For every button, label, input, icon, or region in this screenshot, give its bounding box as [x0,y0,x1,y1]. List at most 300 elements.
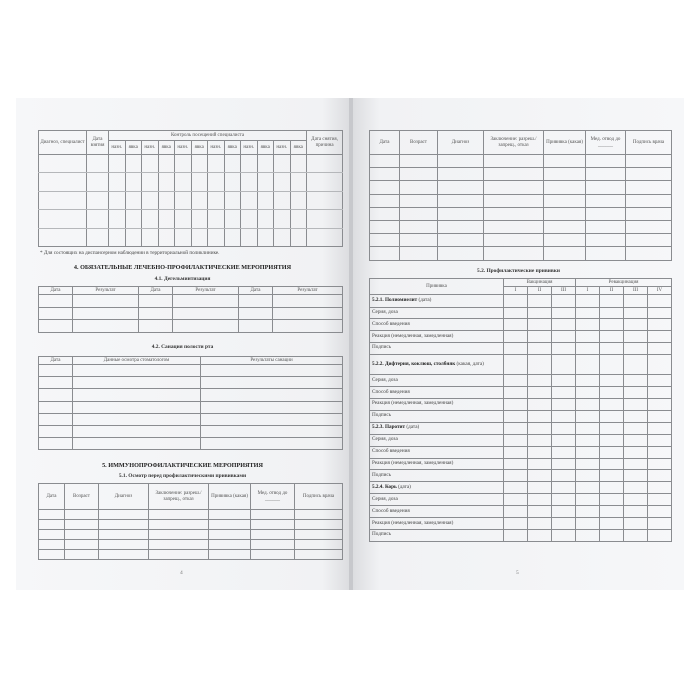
table-cell[interactable] [209,530,251,540]
table-cell[interactable] [600,331,624,343]
table-cell[interactable] [528,295,552,307]
table-cell[interactable] [73,320,139,333]
table-cell[interactable] [484,181,544,194]
table-cell[interactable] [624,422,648,434]
table-cell[interactable] [484,207,544,220]
table-cell[interactable] [438,220,484,233]
table-cell[interactable] [504,295,528,307]
table-cell[interactable] [191,173,208,191]
table-cell[interactable] [504,506,528,518]
table-cell[interactable] [600,307,624,319]
table-cell[interactable] [109,210,126,228]
table-cell[interactable] [39,550,65,560]
table-cell[interactable] [73,413,201,425]
table-cell[interactable] [626,194,672,207]
table-cell[interactable] [175,191,192,209]
table-cell[interactable] [576,295,600,307]
table-cell[interactable] [648,482,672,494]
table-cell[interactable] [552,434,576,446]
table-cell[interactable] [600,518,624,530]
table-cell[interactable] [307,210,343,228]
table-cell[interactable] [528,319,552,331]
table-cell[interactable] [99,550,149,560]
table-cell[interactable] [626,247,672,260]
table-cell[interactable] [39,228,87,246]
table-cell[interactable] [290,155,307,173]
table-cell[interactable] [370,234,400,247]
table-cell[interactable] [484,194,544,207]
table-cell[interactable] [552,343,576,355]
table-cell[interactable] [600,422,624,434]
table-cell[interactable] [125,228,142,246]
table-cell[interactable] [504,398,528,410]
table-cell[interactable] [149,530,209,540]
table-cell[interactable] [241,155,258,173]
table-cell[interactable] [544,194,586,207]
table-cell[interactable] [552,446,576,458]
table-cell[interactable] [504,410,528,422]
table-cell[interactable] [191,210,208,228]
table-cell[interactable] [600,506,624,518]
table-cell[interactable] [576,307,600,319]
table-cell[interactable] [576,410,600,422]
table-cell[interactable] [295,550,343,560]
table-cell[interactable] [504,375,528,387]
table-cell[interactable] [273,320,343,333]
table-cell[interactable] [504,319,528,331]
table-cell[interactable] [65,540,99,550]
table-cell[interactable] [65,520,99,530]
table-cell[interactable] [39,210,87,228]
table-cell[interactable] [208,173,225,191]
table-cell[interactable] [201,377,343,389]
table-cell[interactable] [209,550,251,560]
table-cell[interactable] [109,173,126,191]
table-cell[interactable] [552,422,576,434]
table-cell[interactable] [576,446,600,458]
table-cell[interactable] [87,210,109,228]
table-cell[interactable] [438,168,484,181]
table-cell[interactable] [224,155,241,173]
table-cell[interactable] [576,518,600,530]
table-cell[interactable] [600,410,624,422]
table-cell[interactable] [576,375,600,387]
table-cell[interactable] [209,540,251,550]
table-cell[interactable] [274,228,291,246]
table-cell[interactable] [257,210,274,228]
table-cell[interactable] [586,247,626,260]
table-cell[interactable] [173,295,239,308]
table-cell[interactable] [626,207,672,220]
table-cell[interactable] [528,422,552,434]
table-cell[interactable] [528,518,552,530]
table-cell[interactable] [295,530,343,540]
table-cell[interactable] [400,220,438,233]
table-cell[interactable] [484,155,544,168]
table-cell[interactable] [175,173,192,191]
table-cell[interactable] [438,247,484,260]
table-cell[interactable] [484,234,544,247]
table-cell[interactable] [528,458,552,470]
table-cell[interactable] [125,155,142,173]
table-cell[interactable] [139,307,173,320]
table-cell[interactable] [173,320,239,333]
table-cell[interactable] [586,194,626,207]
table-cell[interactable] [208,228,225,246]
table-cell[interactable] [504,494,528,506]
table-cell[interactable] [528,446,552,458]
table-cell[interactable] [39,401,73,413]
table-cell[interactable] [624,529,648,541]
table-cell[interactable] [576,422,600,434]
table-cell[interactable] [600,319,624,331]
table-cell[interactable] [241,191,258,209]
table-cell[interactable] [400,247,438,260]
table-cell[interactable] [149,550,209,560]
table-cell[interactable] [251,530,295,540]
table-cell[interactable] [39,320,73,333]
table-cell[interactable] [648,375,672,387]
table-cell[interactable] [624,518,648,530]
table-cell[interactable] [624,375,648,387]
table-cell[interactable] [209,510,251,520]
table-cell[interactable] [552,319,576,331]
table-cell[interactable] [39,520,65,530]
table-cell[interactable] [624,458,648,470]
table-cell[interactable] [600,482,624,494]
table-cell[interactable] [648,319,672,331]
table-cell[interactable] [370,194,400,207]
table-cell[interactable] [504,307,528,319]
table-cell[interactable] [528,434,552,446]
table-cell[interactable] [208,210,225,228]
table-cell[interactable] [576,482,600,494]
table-cell[interactable] [438,181,484,194]
table-cell[interactable] [139,320,173,333]
table-cell[interactable] [624,434,648,446]
table-cell[interactable] [504,422,528,434]
table-cell[interactable] [274,155,291,173]
table-cell[interactable] [624,331,648,343]
table-cell[interactable] [73,377,201,389]
table-cell[interactable] [552,398,576,410]
table-cell[interactable] [528,506,552,518]
table-cell[interactable] [648,295,672,307]
table-cell[interactable] [191,191,208,209]
table-cell[interactable] [528,482,552,494]
table-cell[interactable] [576,529,600,541]
table-cell[interactable] [39,510,65,520]
table-cell[interactable] [175,228,192,246]
table-cell[interactable] [648,343,672,355]
table-cell[interactable] [73,438,201,450]
table-cell[interactable] [39,530,65,540]
table-cell[interactable] [274,191,291,209]
table-cell[interactable] [438,155,484,168]
table-cell[interactable] [400,168,438,181]
table-cell[interactable] [600,458,624,470]
table-cell[interactable] [142,210,159,228]
table-cell[interactable] [552,331,576,343]
table-cell[interactable] [241,228,258,246]
table-cell[interactable] [552,410,576,422]
table-cell[interactable] [504,331,528,343]
table-cell[interactable] [626,155,672,168]
table-cell[interactable] [290,173,307,191]
table-cell[interactable] [528,331,552,343]
table-cell[interactable] [87,191,109,209]
table-cell[interactable] [504,446,528,458]
table-cell[interactable] [158,210,175,228]
table-cell[interactable] [201,365,343,377]
table-cell[interactable] [274,210,291,228]
table-cell[interactable] [552,295,576,307]
table-cell[interactable] [39,191,87,209]
table-cell[interactable] [528,470,552,482]
table-cell[interactable] [307,228,343,246]
table-cell[interactable] [600,446,624,458]
table-cell[interactable] [586,234,626,247]
table-cell[interactable] [175,155,192,173]
table-cell[interactable] [241,173,258,191]
table-cell[interactable] [257,155,274,173]
table-cell[interactable] [624,410,648,422]
table-cell[interactable] [370,247,400,260]
table-cell[interactable] [224,228,241,246]
table-cell[interactable] [600,387,624,399]
table-cell[interactable] [504,470,528,482]
table-cell[interactable] [65,530,99,540]
table-cell[interactable] [307,173,343,191]
table-cell[interactable] [73,401,201,413]
table-cell[interactable] [504,354,528,374]
table-cell[interactable] [586,168,626,181]
table-cell[interactable] [273,295,343,308]
table-cell[interactable] [73,295,139,308]
table-cell[interactable] [504,343,528,355]
table-cell[interactable] [648,470,672,482]
table-cell[interactable] [648,434,672,446]
table-cell[interactable] [239,320,273,333]
table-cell[interactable] [201,389,343,401]
table-cell[interactable] [39,377,73,389]
table-cell[interactable] [87,155,109,173]
table-cell[interactable] [544,181,586,194]
table-cell[interactable] [600,343,624,355]
table-cell[interactable] [504,518,528,530]
table-cell[interactable] [648,422,672,434]
table-cell[interactable] [257,173,274,191]
table-cell[interactable] [370,168,400,181]
table-cell[interactable] [142,191,159,209]
table-cell[interactable] [586,207,626,220]
table-cell[interactable] [142,173,159,191]
table-cell[interactable] [400,207,438,220]
table-cell[interactable] [209,520,251,530]
table-cell[interactable] [241,210,258,228]
table-cell[interactable] [39,155,87,173]
table-cell[interactable] [552,387,576,399]
table-cell[interactable] [576,343,600,355]
table-cell[interactable] [295,510,343,520]
table-cell[interactable] [65,510,99,520]
table-cell[interactable] [99,530,149,540]
table-cell[interactable] [528,387,552,399]
table-cell[interactable] [251,540,295,550]
table-cell[interactable] [251,510,295,520]
table-cell[interactable] [201,438,343,450]
table-cell[interactable] [39,425,73,437]
table-cell[interactable] [648,446,672,458]
table-cell[interactable] [73,365,201,377]
table-cell[interactable] [552,506,576,518]
table-cell[interactable] [576,506,600,518]
table-cell[interactable] [139,295,173,308]
table-cell[interactable] [504,387,528,399]
table-cell[interactable] [65,550,99,560]
table-cell[interactable] [600,529,624,541]
table-cell[interactable] [251,550,295,560]
table-cell[interactable] [586,181,626,194]
table-cell[interactable] [552,354,576,374]
table-cell[interactable] [576,494,600,506]
table-cell[interactable] [626,168,672,181]
table-cell[interactable] [528,354,552,374]
table-cell[interactable] [370,181,400,194]
table-cell[interactable] [648,529,672,541]
table-cell[interactable] [87,228,109,246]
table-cell[interactable] [544,234,586,247]
table-cell[interactable] [528,398,552,410]
table-cell[interactable] [149,510,209,520]
table-cell[interactable] [39,295,73,308]
table-cell[interactable] [87,173,109,191]
table-cell[interactable] [73,307,139,320]
table-cell[interactable] [624,319,648,331]
table-cell[interactable] [648,354,672,374]
table-cell[interactable] [149,520,209,530]
table-cell[interactable] [552,518,576,530]
table-cell[interactable] [142,228,159,246]
table-cell[interactable] [307,155,343,173]
table-cell[interactable] [307,191,343,209]
table-cell[interactable] [626,181,672,194]
table-cell[interactable] [99,520,149,530]
table-cell[interactable] [201,425,343,437]
table-cell[interactable] [290,210,307,228]
table-cell[interactable] [552,470,576,482]
table-cell[interactable] [624,307,648,319]
table-cell[interactable] [274,173,291,191]
table-cell[interactable] [648,518,672,530]
table-cell[interactable] [504,434,528,446]
table-cell[interactable] [370,220,400,233]
table-cell[interactable] [99,540,149,550]
table-cell[interactable] [528,307,552,319]
table-cell[interactable] [158,191,175,209]
table-cell[interactable] [257,191,274,209]
table-cell[interactable] [552,529,576,541]
table-cell[interactable] [504,458,528,470]
table-cell[interactable] [224,173,241,191]
table-cell[interactable] [648,398,672,410]
table-cell[interactable] [528,529,552,541]
table-cell[interactable] [528,343,552,355]
table-cell[interactable] [224,191,241,209]
table-cell[interactable] [576,354,600,374]
table-cell[interactable] [624,506,648,518]
table-cell[interactable] [648,506,672,518]
table-cell[interactable] [544,220,586,233]
table-cell[interactable] [400,194,438,207]
table-cell[interactable] [624,470,648,482]
table-cell[interactable] [39,365,73,377]
table-cell[interactable] [175,210,192,228]
table-cell[interactable] [576,319,600,331]
table-cell[interactable] [600,434,624,446]
table-cell[interactable] [39,438,73,450]
table-cell[interactable] [624,387,648,399]
table-cell[interactable] [109,155,126,173]
table-cell[interactable] [438,194,484,207]
table-cell[interactable] [528,494,552,506]
table-cell[interactable] [257,228,274,246]
table-cell[interactable] [586,155,626,168]
table-cell[interactable] [624,295,648,307]
table-cell[interactable] [648,458,672,470]
table-cell[interactable] [576,387,600,399]
table-cell[interactable] [400,234,438,247]
table-cell[interactable] [528,410,552,422]
table-cell[interactable] [648,387,672,399]
table-cell[interactable] [370,155,400,168]
table-cell[interactable] [552,375,576,387]
table-cell[interactable] [648,331,672,343]
table-cell[interactable] [484,220,544,233]
table-cell[interactable] [626,220,672,233]
table-cell[interactable] [201,413,343,425]
table-cell[interactable] [544,247,586,260]
table-cell[interactable] [99,510,149,520]
table-cell[interactable] [73,389,201,401]
table-cell[interactable] [73,425,201,437]
table-cell[interactable] [208,191,225,209]
table-cell[interactable] [125,210,142,228]
table-cell[interactable] [239,295,273,308]
table-cell[interactable] [39,540,65,550]
table-cell[interactable] [201,401,343,413]
table-cell[interactable] [191,155,208,173]
table-cell[interactable] [208,155,225,173]
table-cell[interactable] [109,191,126,209]
table-cell[interactable] [149,540,209,550]
table-cell[interactable] [624,354,648,374]
table-cell[interactable] [295,520,343,530]
table-cell[interactable] [528,375,552,387]
table-cell[interactable] [400,155,438,168]
table-cell[interactable] [648,494,672,506]
table-cell[interactable] [600,494,624,506]
table-cell[interactable] [158,228,175,246]
table-cell[interactable] [576,434,600,446]
table-cell[interactable] [624,343,648,355]
table-cell[interactable] [39,389,73,401]
table-cell[interactable] [624,446,648,458]
table-cell[interactable] [626,234,672,247]
table-cell[interactable] [290,228,307,246]
table-cell[interactable] [552,482,576,494]
table-cell[interactable] [239,307,273,320]
